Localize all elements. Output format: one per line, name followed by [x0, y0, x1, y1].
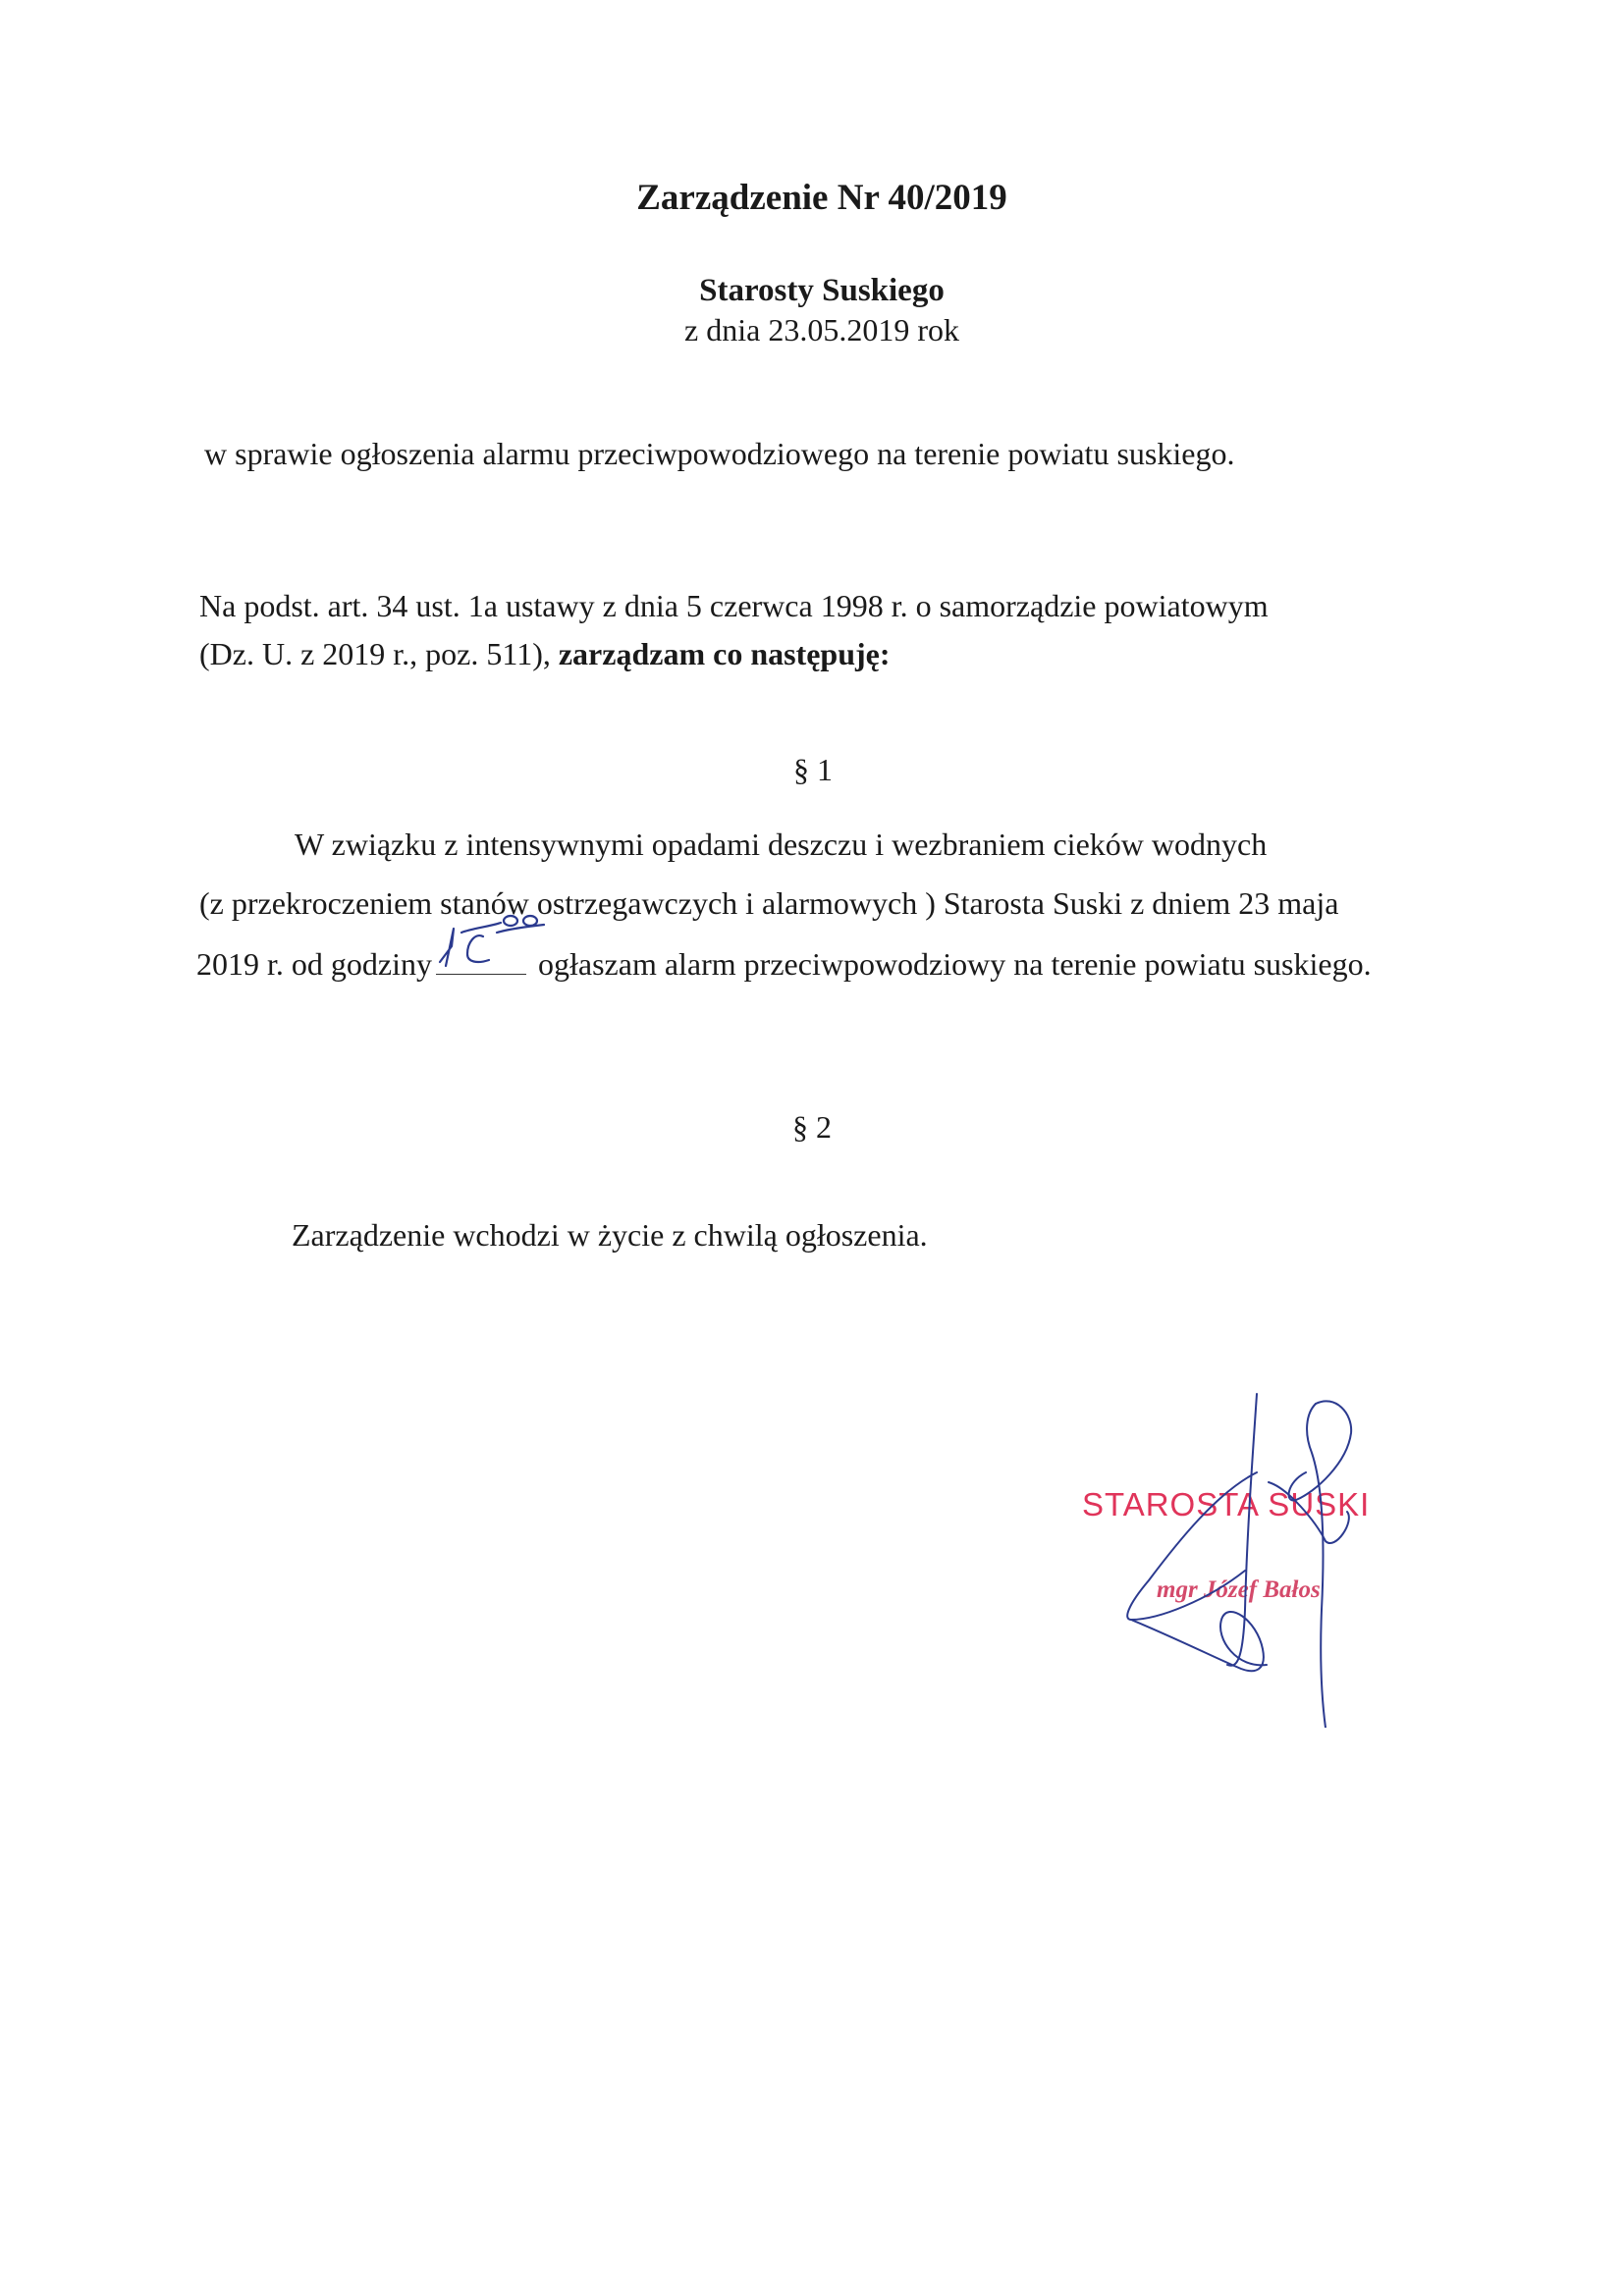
- document-date: z dnia 23.05.2019 rok: [684, 312, 959, 347]
- stamp-title: STAROSTA SUSKI: [1082, 1486, 1371, 1522]
- stamp-name: mgr Józef Bałos: [1157, 1576, 1321, 1603]
- legal-basis-citation: (Dz. U. z 2019 r., poz. 511),: [199, 636, 551, 671]
- handwritten-hour-field: [436, 944, 526, 975]
- legal-basis-line-1: Na podst. art. 34 ust. 1a ustawy z dnia 5 czerwca 1998 r. o samorządzie powiatowym: [199, 588, 1269, 623]
- document-issuer: Starosty Suskiego: [699, 273, 945, 308]
- section-2-text: Zarządzenie wchodzi w życie z chwilą ogłoszenia.: [292, 1217, 928, 1253]
- section-1-mark: § 1: [793, 752, 833, 787]
- document-title: Zarządzenie Nr 40/2019: [636, 178, 1007, 218]
- legal-basis-decree: zarządzam co następuję:: [558, 636, 891, 671]
- section-1-line-2: (z przekroczeniem stanów ostrzegawczych i alarmowych ) Starosta Suski z dniem 23 maja: [199, 885, 1339, 921]
- handwritten-hour-mark: [432, 903, 550, 982]
- section-1-line-1: W związku z intensywnymi opadami deszczu i wezbraniem cieków wodnych: [295, 827, 1268, 862]
- section-1-line-3-end: ogłaszam alarm przeciwpowodziowy na terenie powiatu suskiego.: [537, 946, 1372, 982]
- handwritten-signature: [1119, 1374, 1473, 1728]
- section-2-mark: § 2: [792, 1109, 832, 1145]
- section-1-line-3-start: 2019 r. od godziny: [196, 946, 432, 982]
- section-1-line-3: [196, 944, 1372, 983]
- legal-basis-line-2: [199, 636, 891, 672]
- document-subject: w sprawie ogłoszenia alarmu przeciwpowodziowego na terenie powiatu suskiego.: [204, 436, 1235, 471]
